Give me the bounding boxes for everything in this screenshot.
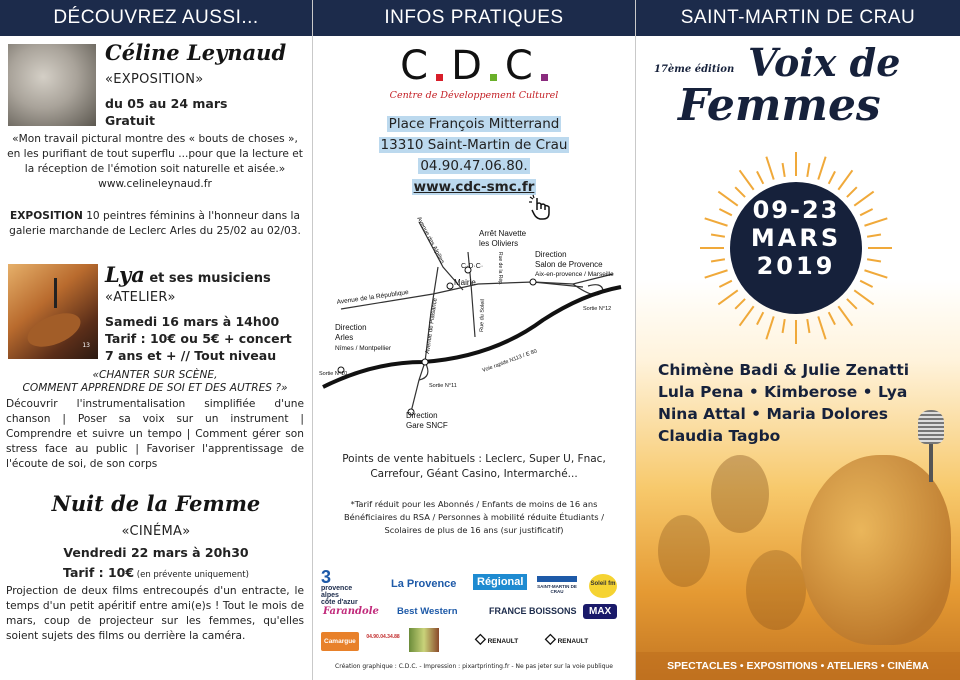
cdc-website-link[interactable]: www.cdc-smc.fr bbox=[413, 179, 535, 195]
artist-line-2: Lula Pena • Kimberose • Lya bbox=[658, 383, 908, 401]
edition-label bbox=[654, 64, 734, 75]
cdc-dot-green bbox=[490, 74, 497, 81]
sunburst-ray bbox=[783, 319, 785, 333]
map-label-dir-gare1: Direction bbox=[406, 411, 438, 420]
map-label-arret2: les Oliviers bbox=[479, 239, 519, 248]
date-range: 09-23 bbox=[752, 196, 840, 224]
date-month: MARS bbox=[750, 224, 842, 252]
cdc-letter-2: D bbox=[451, 43, 482, 89]
tarif-note: *Tarif réduit pour les Abonnés / Enfants de moins de 16 ans Bénéficiaires du RSA / Personnes à mobilité réduite Étudiants / Scolaires de plus de 16 ans (sur justificatif) bbox=[343, 499, 605, 535]
festival-title-2: Femmes bbox=[678, 80, 881, 131]
map-point-sortie11 bbox=[422, 359, 428, 365]
logo-phone-sponsor: 04.90.04.34.88 bbox=[366, 634, 400, 640]
phone-number[interactable]: 04.90.47.06.80. bbox=[420, 158, 528, 174]
map-label-av-alpilles: Avenue des Alpilles bbox=[415, 216, 445, 265]
lya-line3: 7 ans et + // Tout niveau bbox=[105, 348, 277, 363]
sunburst-ray bbox=[718, 290, 737, 304]
map-label-dir-gare2: Gare SNCF bbox=[406, 421, 448, 430]
logo-saint-martin: SAINT-MARTIN DE CRAU bbox=[537, 576, 577, 594]
logo-la-provence: La Provence bbox=[391, 578, 457, 590]
map-point-mairie bbox=[447, 283, 453, 289]
sunburst-ray bbox=[783, 163, 785, 177]
expo-label: EXPOSITION bbox=[10, 210, 83, 222]
festival-column bbox=[636, 0, 960, 680]
sunburst-ray bbox=[740, 306, 754, 325]
celine-website[interactable]: www.celineleynaud.fr bbox=[98, 178, 212, 190]
logo-soleil-fm: Soleil fm bbox=[589, 574, 617, 598]
map-label-sortie10: Sortie N°10 bbox=[319, 371, 348, 377]
cdc-letter-1: C bbox=[400, 43, 429, 89]
map-label-dir-salon2: Salon de Provence bbox=[535, 260, 603, 269]
sunburst-ray bbox=[838, 170, 852, 189]
lya-subtitle1: «CHANTER SUR SCÈNE, bbox=[92, 369, 218, 381]
artwork-face-2 bbox=[658, 515, 710, 587]
logo-france-boissons: FRANCE BOISSONS bbox=[489, 606, 577, 616]
sunburst-ray bbox=[766, 316, 773, 339]
sunburst-ray bbox=[854, 290, 873, 304]
map-label-dir-arles2: Arles bbox=[335, 333, 354, 342]
lya-description: Découvrir l'instrumentalisation simplifiée d'une chanson | Poser sa voix sur un instrument | Comprendre et suivre un tempo | Comment gérer son stress face au public | Favoriser l'apprentissage de l'écoute de soi, de son corps bbox=[6, 398, 304, 470]
microphone-stand-icon bbox=[929, 442, 933, 482]
festival-footer: SPECTACLES • EXPOSITIONS • ATELIERS • CINÉMA bbox=[636, 652, 960, 680]
sunburst-ray bbox=[807, 319, 809, 333]
artist-line-1: Chimène Badi & Julie Zenatti bbox=[658, 361, 910, 379]
address-line1 bbox=[313, 116, 635, 132]
renault-2-diamond-icon: ◇ bbox=[545, 630, 556, 646]
celine-photo bbox=[8, 44, 96, 126]
sunburst-ray bbox=[829, 171, 835, 183]
map-label-rue-rep: Rue de la Rép. bbox=[497, 252, 503, 286]
cdc-logo-subtitle: Centre de Développement Culturel bbox=[389, 90, 559, 101]
lya-line1: Samedi 16 mars à 14h00 bbox=[105, 314, 280, 329]
road-gare bbox=[411, 380, 419, 412]
celine-name: Céline Leynaud bbox=[105, 40, 287, 65]
logo-region-num: 3 bbox=[321, 567, 332, 587]
map-point-salon bbox=[530, 279, 536, 285]
expo-paragraph bbox=[6, 209, 304, 239]
sunburst-ray bbox=[735, 299, 745, 309]
sunburst-ray bbox=[740, 170, 754, 189]
lya-title bbox=[105, 262, 271, 287]
cdc-dot-red bbox=[436, 74, 443, 81]
renault-1-label: RENAULT bbox=[487, 638, 519, 645]
logo-farandole: Farandole bbox=[323, 606, 379, 617]
lya-line2: Tarif : 10€ ou 5€ + concert bbox=[105, 331, 292, 346]
sponsor-logos bbox=[313, 568, 635, 663]
artwork-face-1 bbox=[711, 455, 769, 533]
discover-header: DÉCOUVREZ AUSSI... bbox=[0, 0, 312, 36]
map-label-arret1: Arrêt Navette bbox=[479, 229, 527, 238]
sunburst-ray bbox=[766, 157, 773, 180]
discover-column bbox=[0, 0, 312, 680]
logo-camargue: Camargue bbox=[321, 632, 359, 651]
sunburst-ray bbox=[860, 281, 872, 287]
logo-renault-1 bbox=[475, 630, 518, 647]
logo-region-l2: alpes bbox=[321, 592, 339, 599]
nuit-description: Projection de deux films entrecoupés d'un entracte, le temps d'un petit apéritif entre ami(e)s ! Tout le mois de mars, coup de projecteur sur les femmes, qu'elles soient sujets des films ou derrière la caméra. bbox=[6, 585, 304, 642]
map-label-voie-rapide: Voie rapide N113 / E 80 bbox=[481, 348, 538, 374]
celine-type: «EXPOSITION» bbox=[105, 72, 204, 87]
expo-text: 10 peintres féminins à l'honneur dans la galerie marchande de Leclerc Arles du 25/02 au 02/03. bbox=[9, 210, 301, 237]
date-year: 2019 bbox=[756, 252, 836, 280]
nuit-type: «CINÉMA» bbox=[121, 524, 191, 539]
lya-subtitle2: COMMENT APPRENDRE DE SOI ET DES AUTRES ?» bbox=[22, 382, 288, 394]
guitar-icon bbox=[23, 307, 85, 354]
sunburst-ray bbox=[847, 299, 857, 309]
logo-renault-2 bbox=[545, 630, 588, 647]
map-label-sortie12: Sortie N°12 bbox=[583, 306, 612, 312]
credits: Création graphique : C.D.C. - Impression : pixartprinting.fr - Ne pas jeter sur la voie publique bbox=[335, 663, 613, 670]
edition-text: 17ème édition bbox=[654, 64, 735, 75]
map-label-dir-arles1: Direction bbox=[335, 323, 367, 332]
logo-region bbox=[321, 567, 358, 606]
map-label-av-plaisance: Avenue de Plaisance bbox=[425, 297, 439, 355]
logo-max: MAX bbox=[583, 604, 617, 619]
renault-2-label: RENAULT bbox=[557, 638, 589, 645]
sunburst-ray bbox=[757, 171, 763, 183]
map-label-dir-salon1: Direction bbox=[535, 250, 567, 259]
logo-regional: Régional bbox=[473, 574, 527, 590]
nuit-title: Nuit de la Femme bbox=[51, 491, 261, 516]
logo-sponsor-bottles bbox=[409, 628, 439, 652]
festival-title-1: Voix de bbox=[748, 40, 901, 85]
sunburst-ray bbox=[838, 306, 852, 325]
phone-line bbox=[313, 158, 635, 174]
website-line bbox=[313, 179, 635, 195]
celine-quote: «Mon travail pictural montre des « bouts de choses », en les purifiant de tout superflu ...pour que la lecture et la réception de l'émotion soit naturelle et aisée.» bbox=[7, 133, 303, 175]
artist-list bbox=[658, 359, 958, 447]
map-label-rue-soleil: Rue du Soleil bbox=[479, 299, 487, 333]
map-label-av-republique: Avenue de la République bbox=[336, 288, 410, 306]
lya-photo-number: 13 bbox=[82, 342, 90, 349]
address-street: Place François Mitterrand bbox=[388, 116, 560, 132]
festival-header: SAINT-MARTIN DE CRAU bbox=[636, 0, 960, 36]
map-label-mairie: Mairie bbox=[454, 278, 476, 287]
infos-column bbox=[313, 0, 635, 680]
artwork-singer-face bbox=[801, 455, 951, 645]
microphone-icon bbox=[54, 278, 57, 308]
logo-region-l1: provence bbox=[321, 585, 353, 592]
cdc-logo bbox=[313, 44, 635, 101]
nuit-date: Vendredi 22 mars à 20h30 bbox=[63, 545, 249, 560]
address-city: 13310 Saint-Martin de Crau bbox=[380, 137, 568, 153]
nuit-price: Tarif : 10€ bbox=[63, 565, 135, 580]
map-label-cdc: C·D·C· bbox=[461, 263, 484, 270]
infos-header: INFOS PRATIQUES bbox=[313, 0, 635, 36]
renault-1-diamond-icon: ◇ bbox=[475, 630, 486, 646]
map-label-dir-salon3: Aix-en-provence / Marseille bbox=[535, 271, 614, 278]
celine-dates: du 05 au 24 mars bbox=[105, 96, 228, 111]
logo-region-l3: côte d'azur bbox=[321, 599, 358, 606]
sunburst-ray bbox=[818, 157, 825, 180]
address-line2 bbox=[313, 137, 635, 153]
celine-price: Gratuit bbox=[105, 113, 155, 128]
lya-name: Lya bbox=[105, 262, 145, 287]
nuit-price-line bbox=[0, 562, 312, 581]
artist-line-3: Nina Attal • Maria Dolores bbox=[658, 405, 889, 423]
sunburst-ray bbox=[829, 312, 835, 324]
artist-line-4: Claudia Tagbo bbox=[658, 427, 781, 445]
nuit-price-note: (en prévente uniquement) bbox=[134, 570, 249, 580]
cdc-dot-purple bbox=[541, 74, 548, 81]
logo-best-western: Best Western bbox=[397, 606, 458, 617]
sunburst-ray bbox=[818, 316, 825, 339]
map-label-sortie11: Sortie N°11 bbox=[429, 383, 457, 389]
lya-type: «ATELIER» bbox=[105, 290, 176, 305]
access-map bbox=[313, 212, 635, 444]
sunburst-ray bbox=[757, 312, 763, 324]
sunburst-ray bbox=[719, 281, 731, 287]
sunburst-ray bbox=[807, 163, 809, 177]
map-label-dir-arles3: Nîmes / Montpellier bbox=[335, 345, 391, 352]
artwork-face-3 bbox=[746, 550, 806, 630]
vente-text: Points de vente habituels : Leclerc, Super U, Fnac, Carrefour, Géant Casino, Intermarché... bbox=[342, 453, 606, 480]
lya-photo bbox=[8, 264, 98, 359]
cdc-letter-3: C bbox=[504, 43, 533, 89]
lya-suffix: et ses musiciens bbox=[144, 271, 271, 286]
